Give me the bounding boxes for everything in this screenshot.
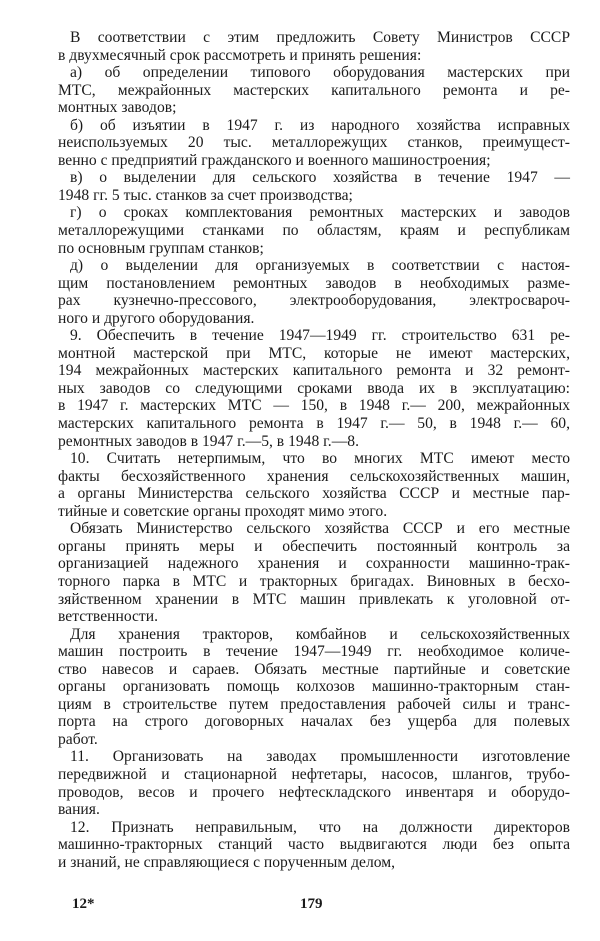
text-line: ветственности. [58,608,158,626]
text-line: В соответствии с этим предложить Совету Министров СССР [70,29,570,46]
paragraph [58,117,570,170]
text-line: 1948 гг. 5 тыс. станков за счет производства; [58,186,353,204]
text-line: 11. Организовать на заводах промышленности изготовление [70,748,570,766]
paragraph [58,64,570,117]
text-line: д) о выделении для организуемых в соответствии с настоя- [70,257,570,275]
text-line: торного парка в МТС и тракторных бригадах. Виновных в бесхо- [58,572,570,590]
text-line: ство навесов и сараев. Обязать местные партийные и советские [58,660,570,678]
paragraph [58,520,570,625]
text-line: передвижной и стационарной нефтетары, насосов, шлангов, трубо- [58,765,570,783]
text-line: в) о выделении для сельского хозяйства в течение 1947 — [70,169,570,187]
text-line: зяйственном хранении в МТС машин привлекать к уголовной от- [58,590,570,608]
text-line: монтной мастерской при МТС, которые не имеют мастерских, [58,344,570,362]
text-line: венно с предприятий гражданского и военного машиностроения; [58,151,491,169]
text-line: рах кузнечно-прессового, электрооборудования, электросвароч- [58,292,570,310]
paragraph [58,626,570,749]
text-line: в двухмесячный срок рассмотреть и принять решения: [58,46,422,64]
paragraph [58,748,570,818]
paragraph [58,450,570,520]
text-line: ного и другого оборудования. [58,309,255,327]
text-line: порта на строго договорных началах без ущерба для полевых [58,713,570,731]
text-line: машин построить в течение 1947—1949 гг. необходимое количе- [58,643,570,661]
paragraph [58,257,570,327]
text-line: проводов, весов и прочего нефтескладского инвентаря и оборудо- [58,783,570,801]
text-line: металлорежущими станками по областям, краям и республикам [58,222,570,240]
page-number: 179 [300,896,323,912]
text-line: факты бесхозяйственного хранения сельскохозяйственных машин, [58,467,570,485]
text-line: Для хранения тракторов, комбайнов и сельскохозяйственных [70,625,570,643]
text-line: а органы Министерства сельского хозяйства СССР и местные пар- [58,485,570,503]
text-line: ных заводов со следующими сроками ввода их в эксплуатацию: [58,379,570,397]
text-line: организацией надежного хранения и сохранности машинно-трак- [58,555,570,573]
text-line: циям в строительстве путем предоставления рабочей силы и транс- [58,695,570,713]
text-line: органы организовать помощь колхозов машинно-тракторным стан- [58,678,570,696]
text-line: г) о сроках комплектования ремонтных мастерских и заводов [70,204,570,222]
text-line: мастерских капитального ремонта в 1947 г.— 50, в 1948 г.— 60, [58,415,570,433]
text-line: машинно-тракторных станций часто выдвигаются люди без опыта [58,836,570,854]
text-line: монтных заводов; [58,99,177,117]
text-line: б) об изъятии в 1947 г. из народного хозяйства исправных [70,116,570,134]
text-line: ремонтных заводов в 1947 г.—5, в 1948 г.—8. [58,432,359,450]
text-line: вания. [58,801,100,819]
text-line: щим постановлением ремонтных заводов в необходимых разме- [58,274,570,292]
text-line: а) об определении типового оборудования мастерских при [70,64,570,82]
text-line: в 1947 г. мастерских МТС — 150, в 1948 г.— 200, межрайонных [58,397,570,415]
paragraph [58,819,570,872]
signature-mark: 12* [72,896,95,912]
paragraph [58,327,570,450]
paragraph [58,204,570,257]
text-line: и знаний, не справляющиеся с порученным делом, [58,853,396,871]
document-body [58,29,570,871]
text-line: работ. [58,730,98,748]
text-line: органы принять меры и обеспечить постоянный контроль за [58,537,570,555]
paragraph [58,169,570,204]
text-line: 194 межрайонных мастерских капитального ремонта и 32 ремонт- [58,362,570,380]
text-line: Обязать Министерство сельского хозяйства СССР и его местные [70,520,570,538]
text-line: тийные и советские органы проходят мимо этого. [58,502,388,520]
paragraph [58,29,570,64]
text-line: 9. Обеспечить в течение 1947—1949 гг. строительство 631 ре- [70,327,570,345]
text-line: МТС, межрайонных мастерских капитального ремонта и ре- [58,81,570,99]
text-line: 12. Признать неправильным, что на должности директоров [70,818,570,836]
text-line: по основным группам станков; [58,239,264,257]
text-line: 10. Считать нетерпимым, что во многих МТС имеют место [70,450,570,468]
text-line: неиспользуемых 20 тыс. металлорежущих станков, преимущест- [58,134,570,152]
